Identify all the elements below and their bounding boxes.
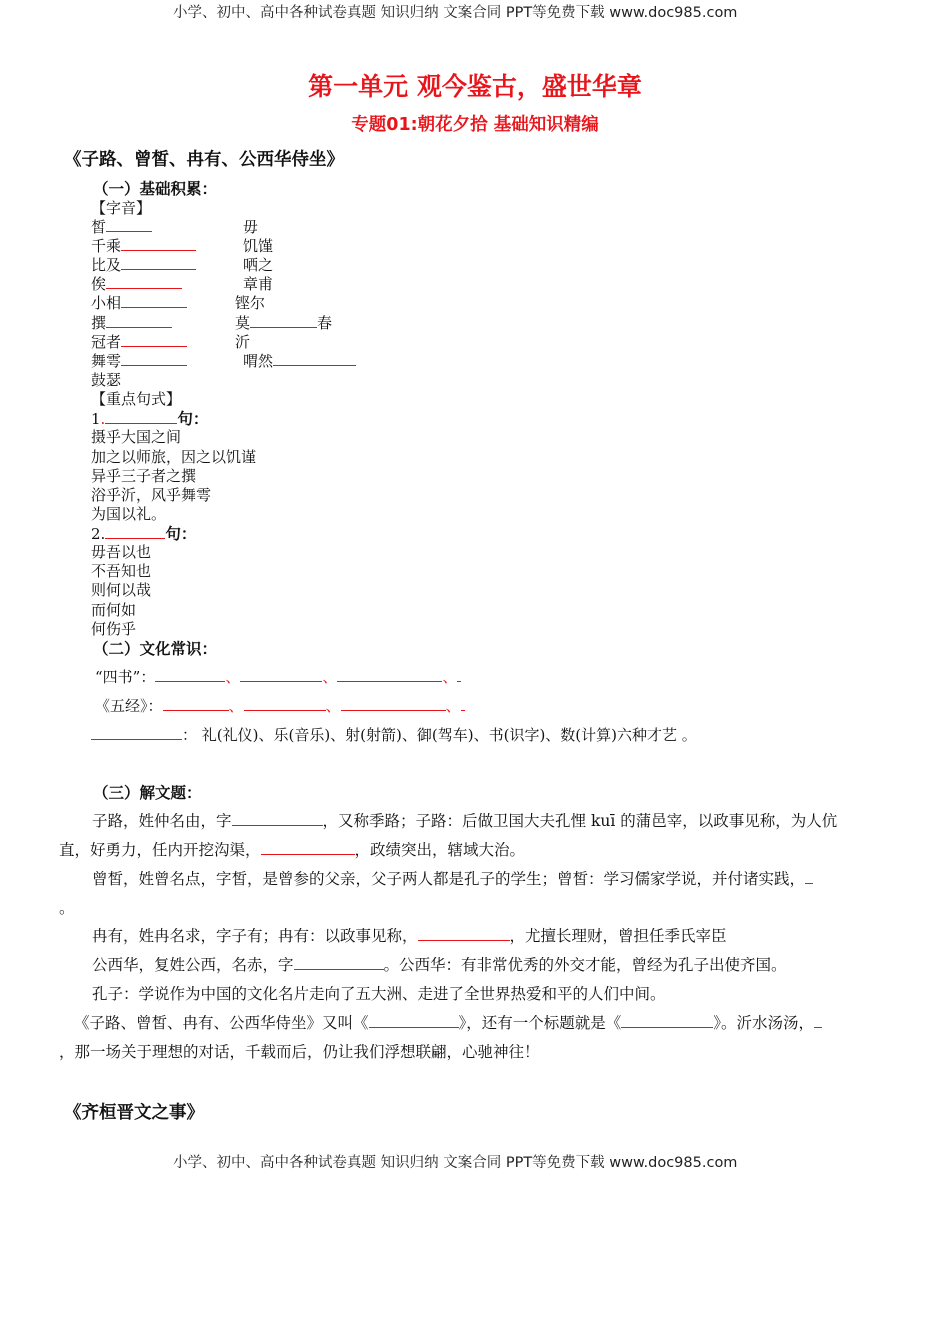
sentence-line: 则何以哉 bbox=[91, 581, 152, 599]
page-header: 小学、初中、高中各种试卷真题 知识归纳 文案合同 PPT等免费下载 www.doc985.com bbox=[173, 5, 738, 21]
sentence-label: 【重点句式】 bbox=[91, 390, 182, 408]
section-heading: （二）文化常识： bbox=[93, 640, 218, 658]
word-item: 千乘 bbox=[91, 235, 196, 256]
word-item: 鼓瑟 bbox=[91, 371, 122, 389]
sentence-line: 浴乎沂，风乎舞雩 bbox=[91, 486, 212, 504]
sentence-line: 不吾知也 bbox=[91, 562, 152, 580]
word-item: 舞雩 bbox=[91, 350, 187, 371]
word-item: 小相 bbox=[91, 292, 187, 313]
paragraph: 曾皙，姓曾名点，字皙，是曾参的父亲，父子两人都是孔子的学生；曾皙：学习儒家学说，并付诸实践， bbox=[92, 867, 813, 889]
sentence-line: 摄乎大国之间 bbox=[91, 428, 182, 446]
lesson-title: 《齐桓晋文之事》 bbox=[64, 1103, 204, 1123]
paragraph: 《子路、曾皙、冉有、公西华侍坐》又叫《 》，还有一个标题就是《 》。沂水汤汤， bbox=[74, 1011, 822, 1033]
paragraph: 公西华，复姓公西，名赤，字 。公西华：有非常优秀的外交才能，曾经为孔子出使齐国。 bbox=[92, 956, 787, 974]
word-item: 俟 bbox=[91, 273, 182, 294]
sentence-line: 毋吾以也 bbox=[91, 543, 152, 561]
sentence-item-heading: 2. 句： bbox=[91, 525, 197, 543]
paragraph: 直，好勇力，任内开挖沟渠， ，政绩突出，辖域大治。 bbox=[59, 841, 526, 859]
wujing-line: 《五经》： 、 、 、 bbox=[95, 695, 465, 716]
word-item: 哂之 bbox=[243, 256, 274, 274]
paragraph: 子路，姓仲名由，字 ，又称季路；子路：后做卫国大夫孔悝 kuī 的蒲邑宰，以政事见称，为人伉 bbox=[92, 812, 838, 830]
sentence-line: 而何如 bbox=[91, 601, 137, 619]
word-item: 撰 bbox=[91, 312, 172, 333]
word-item: 喟然 bbox=[243, 350, 356, 371]
word-item: 莫 春 bbox=[235, 314, 333, 332]
sentence-line: 为国以礼。 bbox=[91, 505, 167, 523]
page-title: 第一单元 观今鉴古，盛世华章 bbox=[308, 72, 642, 101]
lesson-title: 《子路、曾皙、冉有、公西华侍坐》 bbox=[64, 150, 344, 170]
sentence-line: 加之以师旅，因之以饥谨 bbox=[91, 448, 257, 466]
word-item: 皙 bbox=[91, 216, 152, 237]
page-subtitle: 专题01:朝花夕拾 基础知识精编 bbox=[351, 115, 599, 135]
paragraph: 。 bbox=[59, 899, 75, 917]
page-footer: 小学、初中、高中各种试卷真题 知识归纳 文案合同 PPT等免费下载 www.doc985.com bbox=[173, 1155, 738, 1171]
pronunciation-label: 【字音】 bbox=[91, 199, 152, 217]
word-item: 铿尔 bbox=[235, 294, 266, 312]
word-item: 毋 bbox=[243, 218, 259, 236]
liuyi-line: ： 礼(礼仪)、乐(音乐)、射(射箭)、御(驾车)、书(识字)、数(计算)六种才艺 。 bbox=[91, 724, 697, 745]
paragraph: 冉有，姓冉名求，字子有；冉有：以政事见称， ，尤擅长理财，曾担任季氏宰臣 bbox=[92, 927, 727, 945]
sishu-line: “四书”： 、 、 、 bbox=[95, 666, 461, 687]
paragraph: ，那一场关于理想的对话，千载而后，仍让我们浮想联翩，心驰神往！ bbox=[59, 1043, 540, 1061]
sentence-line: 何伤乎 bbox=[91, 620, 137, 638]
word-item: 章甫 bbox=[243, 275, 274, 293]
section-heading: （一）基础积累： bbox=[93, 180, 218, 198]
word-item: 饥馑 bbox=[243, 237, 274, 255]
paragraph: 孔子：学说作为中国的文化名片走向了五大洲、走进了全世界热爱和平的人们中间。 bbox=[92, 985, 666, 1003]
word-item: 比及 bbox=[91, 254, 196, 275]
sentence-item-heading: 1. 句： bbox=[91, 410, 209, 428]
section-heading: （三）解文题： bbox=[93, 784, 202, 802]
word-item: 沂 bbox=[235, 333, 251, 351]
sentence-line: 异乎三子者之撰 bbox=[91, 467, 197, 485]
word-item: 冠者 bbox=[91, 331, 187, 352]
